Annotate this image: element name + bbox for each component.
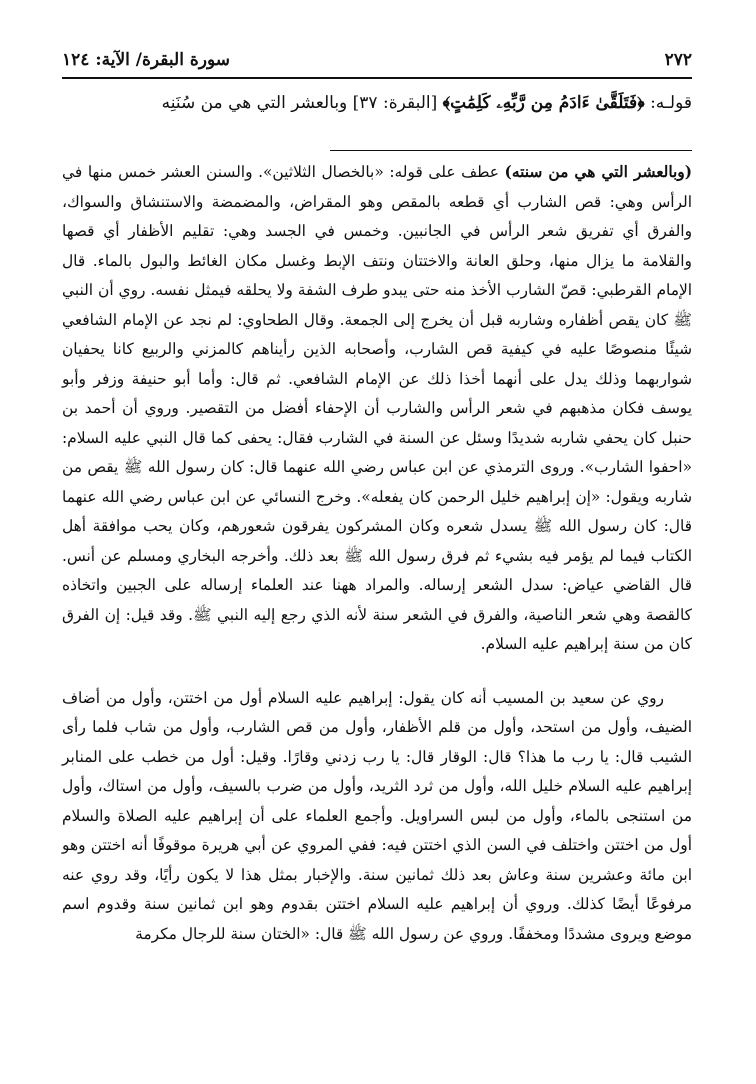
paragraph-2-text: روي عن سعيد بن المسيب أنه كان يقول: إبراهيم عليه السلام أول من اختتن، وأول من أضاف الضيف، وأول من استحد، وأول من قلم الأظفار، وأول من قص الشارب، وأول من شاب فلما رأى الشيب قال: يا رب ما هذا؟ قال: الوقار قال: يا رب زدني وقارًا. وقيل: أول من خطب على المنابر إبراهيم عليه السلام خليل الله، وأول من ثرد الثريد، وأول من ضرب بالسيف، وأول من استاك، وأول من استنجى بالماء، وأول من لبس السراويل. وأجمع العلماء على أن إبراهيم عليه الصلاة والسلام أول من اختتن واختلف في السن الذي اختتن فيه: ففي المروي عن أبي هريرة موقوفًا أنه اختتن وهو ابن مائة وعشرين سنة وعاش بعد ذلك ثمانين سنة. والإخبار بمثل هذا لا يكون رأيًا، وقد روي عنه مرفوعًا أيضًا كذلك. وروي أن إبراهيم عليه السلام اختتن بقدوم وهو ابن ثمانين سنة وقدوم اسم موضع ويروى مشددًا ومخففًا. وروي عن رسول الله ﷺ قال: «الختان سنة للرجال مكرمة: [62, 688, 692, 943]
surah-reference: سورة البقرة/ الآية: ١٢٤: [62, 50, 230, 70]
commentary-body: [62, 158, 692, 949]
paragraph-1-lead: (وبالعشر التي هي من سنته): [504, 163, 693, 181]
page-number: ٢٧٢: [664, 50, 692, 70]
quran-verse: ﴿فَتَلَقَّىٰ ءَادَمُ مِن رَّبِّهِۦ كَلِمَٰتٍ﴾: [442, 93, 645, 113]
page-header: [62, 40, 692, 80]
commented-prefix: قولـه:: [650, 93, 692, 113]
paragraph-1: [62, 158, 692, 660]
header-divider: [62, 77, 692, 79]
commented-text-line: [62, 86, 692, 120]
paragraph-1-text: عطف على قوله: «بالخصال الثلاثين». والسنن العشر خمس منها في الرأس وهي: قص الشارب أي قطعه بالمقص وهو المقراض، والمضمضة والاستنشاق والسواك، والفرق أي تفريق شعر الرأس في الجانبين. وخمس في الجسد وهي: تقليم الأظفار أي قصها والقلامة ما يزال منها، وحلق العانة والاختتان ونتف الإبط وغسل مكان الغائط والبول بالماء. قال الإمام القرطبي: قصّ الشارب الأخذ منه حتى يبدو طرف الشفة ولا يحلقه فيمثل نفسه. روي أن النبي ﷺ كان يقص أظفاره وشاربه قبل أن يخرج إلى الجمعة. وقال الطحاوي: لم نجد عن الإمام الشافعي شيئًا منصوصًا عليه في كيفية قص الشارب، وأصحابه الذين رأيناهم كالمزني والربيع كانا يحفيان شواربهما وذلك يدل على أنهما أخذا ذلك عن الإمام الشافعي. ثم قال: وأما أبو حنيفة وزفر وأبو يوسف فكان مذهبهم في شعر الرأس والشارب أن الإحفاء أفضل من التقصير. وروي أن أحمد بن حنبل كان يحفي شاربه شديدًا وسئل عن السنة في الشارب فقال: يحفى كما قال النبي عليه السلام: «احفوا الشارب». وروى الترمذي عن ابن عباس رضي الله عنهما قال: كان رسول الله ﷺ يقص من شاربه ويقول: «إن إبراهيم خليل الرحمن كان يفعله». وخرج النسائي عن ابن عباس رضي الله عنهما قال: كان رسول الله ﷺ يسدل شعره وكان المشركون يفرقون شعورهم، وكان يحب موافقة أهل الكتاب فيما لم يؤمر فيه بشيء ثم فرق رسول الله ﷺ بعد ذلك. وأخرجه البخاري ومسلم عن أنس. قال القاضي عياض: سدل الشعر إرساله. والمراد ههنا عند العلماء إرساله على الجبين واتخاذه كالقصة وهي شعر الناصية، والفرق في الشعر سنة لأنه الذي رجع إليه النبي ﷺ. وقد قيل: إن الفرق كان من سنة إبراهيم عليه السلام.: [62, 163, 692, 653]
commentary-divider: [330, 150, 692, 151]
commented-suffix: [البقرة: ٣٧] وبالعشر التي هي من سُنَنِه: [161, 93, 438, 113]
paragraph-2: [62, 684, 692, 950]
